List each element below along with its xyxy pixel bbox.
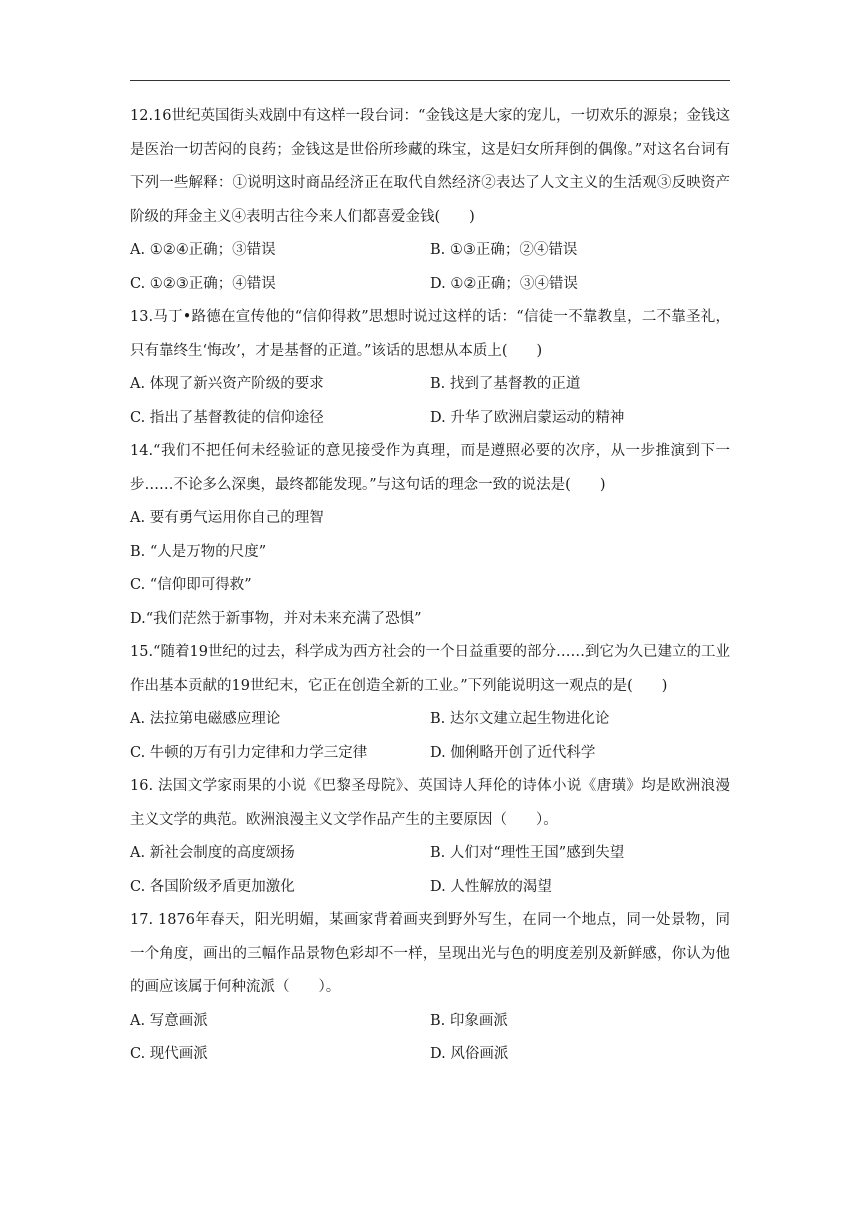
question-stem: 14.“我们不把任何未经验证的意见接受作为真理，而是遵照必要的次序，从一步推演到下一步……不论多么深奥，最终都能发现。”与这句话的理念一致的说法是( ) — [130, 443, 730, 493]
question-stem: 12.16世纪英国街头戏剧中有这样一段台词：“金钱这是大家的宠儿，一切欢乐的源泉；金钱这是医治一切苦闷的良药；金钱这是世俗所珍藏的珠宝，这是妇女所拜倒的偶像。”对这名台词有下列一些解释：①说明这时商品经济正在取代自然经济②表达了人文主义的生活观③反映资产阶级的拜金主义④表明古往今来人们都喜爱金钱( ) — [130, 108, 730, 225]
option-d: D. 风俗画派 — [430, 1046, 509, 1062]
question-16 — [130, 770, 730, 904]
option-row — [130, 536, 730, 570]
option-row — [130, 1005, 730, 1039]
option-row — [130, 737, 730, 771]
question-12 — [130, 100, 730, 301]
option-b: B. “人是万物的尺度” — [130, 543, 267, 560]
question-stem: 15.“随着19世纪的过去，科学成为西方社会的一个日益重要的部分……到它为久已建立的工业作出基本贡献的19世纪末，它正在创造全新的工业。”下列能说明这一观点的是( ) — [130, 644, 730, 694]
option-row — [130, 603, 730, 637]
option-row — [130, 1038, 730, 1072]
option-b: B. ①③正确；②④错误 — [430, 242, 578, 258]
option-d: D. 升华了欧洲启蒙运动的精神 — [430, 409, 625, 426]
option-list — [130, 234, 730, 301]
question-14 — [130, 435, 730, 636]
option-a: A. 要有勇气运用你自己的理智 — [130, 510, 324, 526]
option-row — [130, 871, 730, 905]
option-list — [130, 1005, 730, 1072]
question-17 — [130, 904, 730, 1072]
option-a: A. 体现了新兴资产阶级的要求 — [130, 376, 324, 392]
option-list — [130, 703, 730, 770]
question-13 — [130, 301, 730, 435]
option-c: C. ①②③正确；④错误 — [130, 275, 276, 292]
option-list — [130, 368, 730, 435]
option-list — [130, 502, 730, 636]
question-15 — [130, 636, 730, 770]
option-row — [130, 368, 730, 402]
option-b: B. 达尔文建立起生物进化论 — [430, 711, 610, 727]
option-row — [130, 703, 730, 737]
option-d: D. 人性解放的渴望 — [430, 878, 552, 895]
option-d: D.“我们茫然于新事物，并对未来充满了恐惧” — [130, 610, 422, 627]
option-d: D. 伽俐略开创了近代科学 — [430, 744, 596, 761]
question-stem: 17. 1876年春天，阳光明媚，某画家背着画夹到野外写生，在同一个地点，同一处景物，同一个角度，画出的三幅作品景物色彩却不一样，呈现出光与色的明度差别及新鲜感，你认为他的画应该属于何种流派（ ）。 — [130, 912, 730, 995]
option-row — [130, 502, 730, 536]
header-rule — [130, 80, 730, 81]
option-a: A. 法拉第电磁感应理论 — [130, 711, 281, 727]
option-b: B. 人们对“理性王国”感到失望 — [430, 845, 625, 861]
option-b: B. 找到了基督教的正道 — [430, 376, 581, 392]
option-row — [130, 268, 730, 302]
option-a: A. 写意画派 — [130, 1012, 208, 1029]
option-d: D. ①②正确；③④错误 — [430, 275, 578, 292]
option-c: C. 牛顿的万有引力定律和力学三定律 — [130, 744, 368, 761]
option-b: B. 印象画派 — [430, 1012, 508, 1029]
option-list — [130, 837, 730, 904]
question-stem: 16. 法国文学家雨果的小说《巴黎圣母院》、英国诗人拜伦的诗体小说《唐璜》均是欧洲浪漫主义文学的典范。欧洲浪漫主义文学作品产生的主要原因（ ）。 — [130, 778, 730, 828]
option-c: C. “信仰即可得救” — [130, 577, 252, 593]
option-row — [130, 569, 730, 603]
option-a: A. ①②④正确；③错误 — [130, 242, 276, 258]
option-c: C. 现代画派 — [130, 1046, 208, 1062]
option-row — [130, 402, 730, 436]
option-c: C. 各国阶级矛盾更加激化 — [130, 878, 295, 895]
question-stem: 13.马丁•路德在宣传他的“信仰得救”思想时说过这样的话：“信徒一不靠教皇，二不靠圣礼，只有靠终生‘悔改’，才是基督的正道。”该话的思想从本质上( ) — [130, 309, 730, 359]
option-row — [130, 234, 730, 268]
option-a: A. 新社会制度的高度颂扬 — [130, 845, 295, 861]
question-list — [130, 100, 730, 1072]
option-row — [130, 837, 730, 871]
option-c: C. 指出了基督教徒的信仰途径 — [130, 409, 324, 426]
